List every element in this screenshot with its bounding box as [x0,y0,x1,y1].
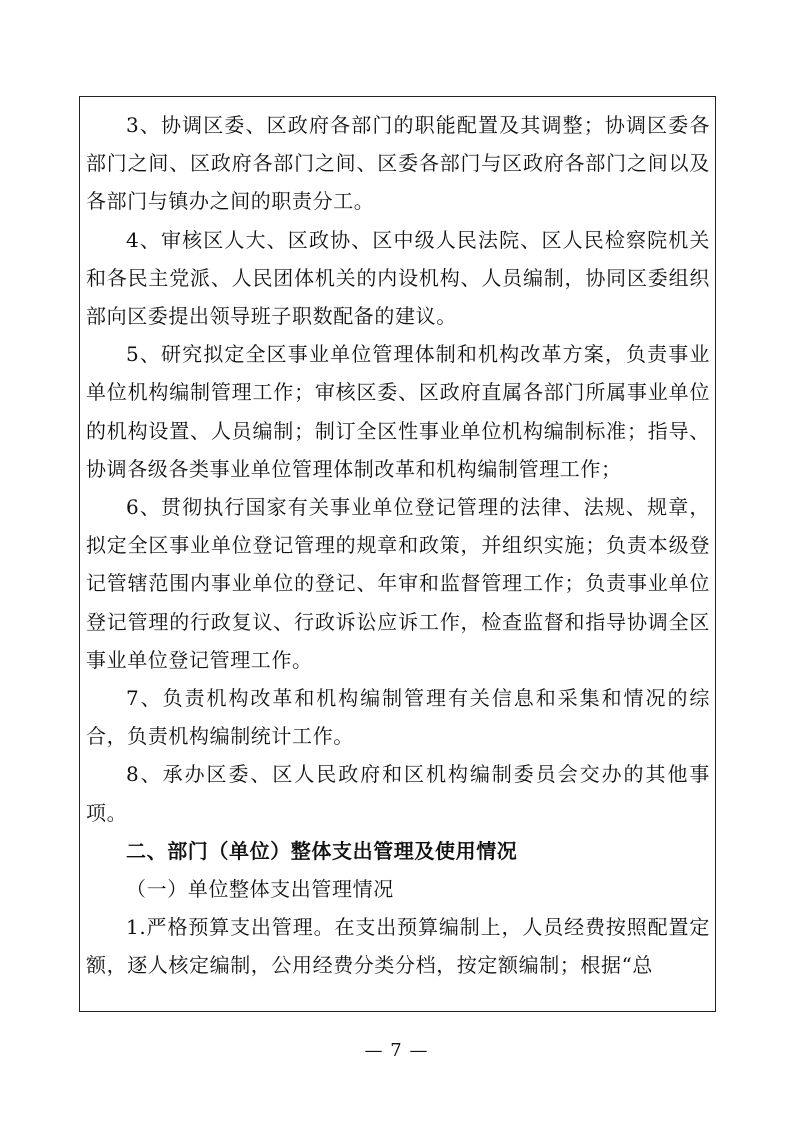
paragraph-item-3: 3、协调区委、区政府各部门的职能配置及其调整；协调区委各部门之间、区政府各部门之间、区委各部门与区政府各部门之间以及各部门与镇办之间的职责分工。 [86,113,710,214]
subsection-heading: （一）单位整体支出管理情况 [126,877,394,902]
paragraph-item-7: 7、负责机构改革和机构编制管理有关信息和采集和情况的综合，负责机构编制统计工作。 [86,686,710,749]
document-body [86,106,710,985]
page-number: — 7 — [364,1040,429,1061]
paragraph-item-5: 5、研究拟定全区事业单位管理体制和机构改革方案，负责事业单位机构编制管理工作；审核区委、区政府直属各部门所属事业单位的机构设置、人员编制；制订全区性事业单位机构编制标准；指导、协调各级各类事业单位管理体制改革和机构编制管理工作； [86,342,710,481]
section-heading: 二、部门（单位）整体支出管理及使用情况 [126,838,518,863]
paragraph-item-4: 4、审核区人大、区政协、区中级人民法院、区人民检察院机关和各民主党派、人民团体机关的内设机构、人员编制，协同区委组织部向区委提出领导班子职数配备的建议。 [86,227,710,329]
paragraph-item-6: 6、贯彻执行国家有关事业单位登记管理的法律、法规、规章，拟定全区事业单位登记管理的规章和政策，并组织实施；负责本级登记管辖范围内事业单位的登记、年审和监督管理工作；负责事业单位登记管理的行政复议、行政诉讼应诉工作，检查监督和指导协调全区事业单位登记管理工作。 [86,495,710,672]
paragraph-item-8: 8、承办区委、区人民政府和区机构编制委员会交办的其他事项。 [86,762,710,825]
paragraph-budget: 1.严格预算支出管理。在支出预算编制上，人员经费按照配置定额，逐人核定编制，公用经费分类分档，按定额编制；根据“总 [86,915,710,978]
